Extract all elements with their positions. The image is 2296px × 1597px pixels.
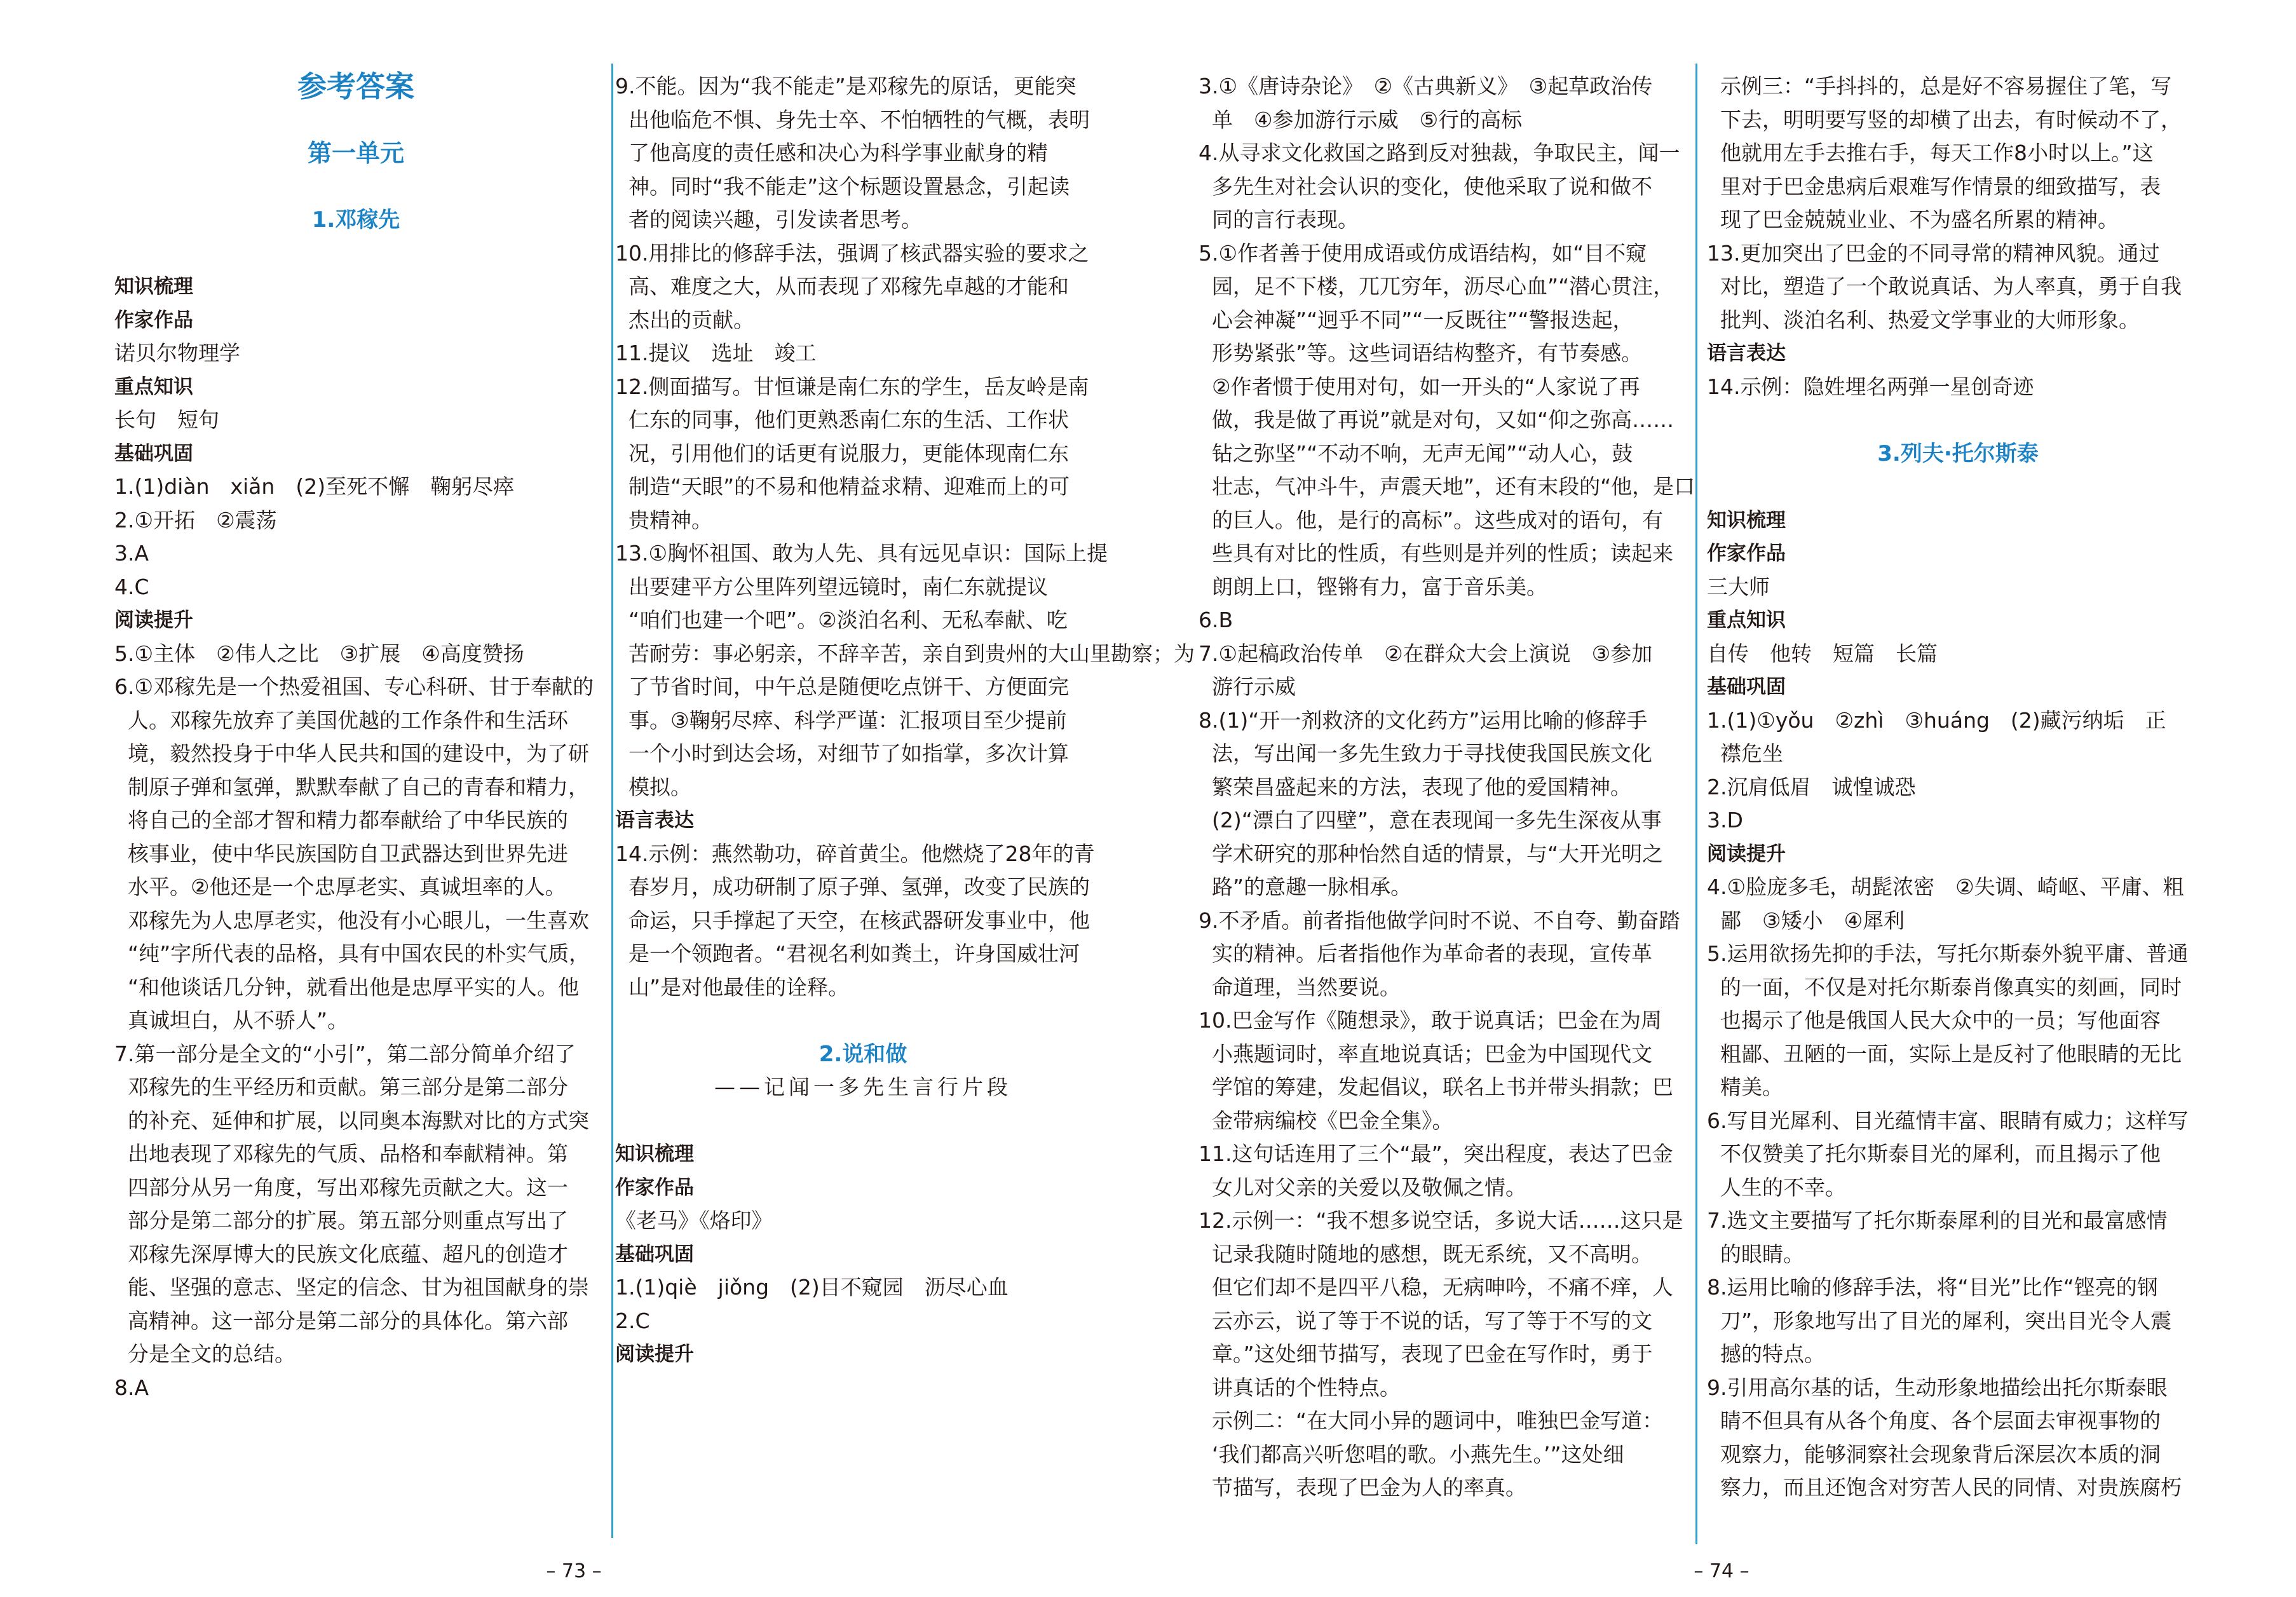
text-line: 对比，塑造了一个敢说真话、为人率真，勇于自我 (1707, 274, 2182, 299)
section-heading: 参考答案 (297, 69, 414, 104)
text-line: 3.A (114, 541, 149, 566)
text-line: 14.示例：隐姓埋名两弹一星创奇迹 (1707, 374, 2034, 399)
text-line: 12.示例一：“我不想多说空话，多说大话……这只是 (1199, 1208, 1683, 1233)
column-right-2 (1707, 70, 2209, 1505)
text-line: 游行示威 (1199, 674, 1296, 699)
text-line: 不仅赞美了托尔斯泰目光的犀利，而且揭示了他 (1707, 1141, 2161, 1166)
text-line: 苦耐劳：事必躬亲，不辞辛苦，亲自到贵州的大山里勘察；为 (615, 641, 1195, 666)
text-line: 法，写出闻一多先生致力于寻找使我国民族文化 (1199, 741, 1652, 766)
text-line: 1.(1)①yǒu ②zhì ③huáng (2)藏污纳垢 正 (1707, 707, 2166, 733)
text-line: 春岁月，成功研制了原子弹、氢弹，改变了民族的 (615, 874, 1090, 899)
text-line: 4.C (114, 574, 149, 599)
text-line: 的一面，不仅是对托尔斯泰肖像真实的刻画，同时 (1707, 974, 2182, 1000)
text-line: 襟危坐 (1707, 741, 1783, 766)
text-line: 自传 他转 短篇 长篇 (1707, 641, 1938, 666)
text-line: 邓稼先深厚博大的民族文化底蕴、超凡的创造才 (114, 1241, 568, 1267)
text-line: 4.①脸庞多毛，胡髭浓密 ②失调、崎岖、平庸、粗 (1707, 874, 2184, 899)
subheading: 作家作品 (114, 308, 193, 332)
text-line: 3.D (1707, 808, 1743, 832)
text-line: 现了巴金兢兢业业、不为盛名所累的精神。 (1707, 207, 2119, 232)
section-heading: 第一单元 (307, 139, 404, 167)
text-line: 下去，明明要写竖的却横了出去，有时候动不了， (1707, 107, 2182, 132)
subheading: 作家作品 (1707, 542, 1786, 565)
text-line: 也揭示了他是俄国人民大众中的一员；写他面容 (1707, 1008, 2161, 1033)
text-line: 他就用左手去推右手，每天工作8小时以上。”这 (1707, 140, 2154, 165)
subheading: 基础巩固 (615, 1242, 694, 1266)
text-line: 刀”，形象地写出了目光的犀利，突出目光令人震 (1707, 1308, 2172, 1333)
text-line: 《老马》《烙印》 (615, 1208, 773, 1233)
text-line: 7.第一部分是全文的“小引”，第二部分简单介绍了 (114, 1041, 576, 1066)
text-line: 7.选文主要描写了托尔斯泰犀利的目光和最富感情 (1707, 1208, 2168, 1233)
text-line: 真诚坦白，从不骄人”。 (114, 1008, 349, 1033)
text-line: 者的阅读兴趣，引发读者思考。 (615, 207, 922, 232)
text-line: 6.B (1199, 608, 1233, 632)
text-line: 8.(1)“开一剂救济的文化药方”运用比喻的修辞手 (1199, 707, 1648, 733)
text-line: “咱们也建一个吧”。②淡泊名利、无私奉献、吃 (615, 608, 1068, 632)
subheading: 语言表达 (615, 809, 694, 832)
column-left-1 (114, 70, 597, 1404)
text-line: 12.侧面描写。甘恒谦是南仁东的学生，岳友岭是南 (615, 374, 1089, 399)
text-line: 事。③鞠躬尽瘁、科学严谨：汇报项目至少提前 (615, 707, 1067, 733)
text-line: 14.示例：燕然勒功，碎首黄尘。他燃烧了28年的青 (615, 841, 1095, 866)
text-line: 水平。②他还是一个忠厚老实、真诚坦率的人。 (114, 874, 566, 899)
text-line: 仁东的同事，他们更熟悉南仁东的生活、工作状 (615, 407, 1069, 432)
text-line: 况，引用他们的话更有说服力，更能体现南仁东 (615, 440, 1069, 466)
text-line: 2.沉肩低眉 诚惶诚恐 (1707, 774, 1916, 799)
text-line: 是一个领跑者。“君视名利如粪土，许身国威壮河 (615, 941, 1080, 966)
column-divider (1695, 64, 1697, 1544)
text-line: ——记闻一多先生言行片段 (714, 1075, 1012, 1099)
text-line: 核事业，使中华民族国防自卫武器达到世界先进 (114, 841, 568, 866)
text-line: 学术研究的那种怡然自适的情景，与“大开光明之 (1199, 841, 1664, 866)
text-line: 8.A (114, 1375, 149, 1400)
text-line: 粗鄙、丑陋的一面，实际上是反衬了他眼睛的无比 (1707, 1041, 2182, 1066)
text-line: 11.提议 选址 竣工 (615, 341, 817, 365)
text-line: 学馆的筹建，发起倡议，联名上书并带头捐款；巴 (1199, 1075, 1673, 1099)
text-line: 贵精神。 (615, 507, 712, 533)
text-line: 形势紧张”等。这些词语结构整齐，有节奏感。 (1199, 341, 1643, 365)
page-74 (1148, 0, 2295, 1597)
text-line: 高、难度之大，从而表现了邓稼先卓越的才能和 (615, 274, 1069, 299)
section-heading: 3.列夫·托尔斯泰 (1877, 440, 2039, 466)
text-line: 5.①主体 ②伟人之比 ③扩展 ④高度赞扬 (114, 641, 524, 666)
text-line: 记录我随时随地的感想，既无系统，又不高明。 (1199, 1241, 1652, 1267)
text-line (615, 1104, 1111, 1138)
text-line: 了他高度的责任感和决心为科学事业献身的精 (615, 140, 1048, 165)
text-line: 能、坚强的意志、坚定的信念、甘为祖国献身的崇 (114, 1275, 589, 1300)
subheading: 知识梳理 (615, 1143, 694, 1165)
text-line: 一个小时到达会场，对细节了如指掌，多次计算 (615, 741, 1069, 766)
text-line: 高精神。这一部分是第二部分的具体化。第六部 (114, 1308, 568, 1333)
text-line: 4.从寻求文化救国之路到反对独裁，争取民主，闻一 (1199, 140, 1680, 165)
text-line: 察力，而且还饱含对穷苦人民的同情、对贵族腐朽 (1707, 1475, 2182, 1500)
text-line (1707, 470, 2209, 504)
text-line: 出他临危不惧、身先士卒、不怕牺牲的气概，表明 (615, 107, 1090, 132)
text-line: 出地表现了邓稼先的气质、品格和奉献精神。第 (114, 1141, 568, 1166)
text-line: 部分是第二部分的扩展。第五部分则重点写出了 (114, 1208, 568, 1233)
text-line: 制造“天眼”的不易和他精益求精、迎难而上的可 (615, 474, 1070, 499)
subheading: 重点知识 (1707, 609, 1786, 632)
text-line: 园，足不下楼，兀兀穷年，沥尽心血”“潜心贯注， (1199, 274, 1674, 299)
text-line: 命道理，当然要说。 (1199, 974, 1401, 1000)
text-line: ②作者惯于使用对句，如一开头的“人家说了再 (1199, 374, 1640, 399)
text-line: 睛不但具有从各个角度、各个层面去审视事物的 (1707, 1408, 2161, 1433)
text-line: 诺贝尔物理学 (114, 341, 240, 365)
text-line: ‘我们都高兴听您唱的歌。小燕先生。’”这处细 (1199, 1441, 1624, 1467)
text-line: 11.这句话连用了三个“最”，突出程度，表达了巴金 (1199, 1141, 1673, 1166)
subheading: 阅读提升 (615, 1343, 694, 1366)
text-line: 钻之弥坚”“不动不响，无声无闻”“动人心，鼓 (1199, 440, 1633, 466)
section-heading: 1.邓稼先 (311, 207, 400, 233)
text-line: 5.运用欲扬先抑的手法，写托尔斯泰外貌平庸、普通 (1707, 941, 2189, 966)
text-line: 朗朗上口，铿锵有力，富于音乐美。 (1199, 574, 1547, 599)
text-line: 出要建平方公里阵列望远镜时，南仁东就提议 (615, 574, 1048, 599)
text-line: 女儿对父亲的关爱以及敬佩之情。 (1199, 1174, 1526, 1200)
text-line: 些具有对比的性质，有些则是并列的性质；读起来 (1199, 541, 1673, 566)
text-line: 10.用排比的修辞手法，强调了核武器实验的要求之 (615, 240, 1089, 266)
text-line (615, 1004, 1111, 1038)
text-line: 13.①胸怀祖国、敢为人先、具有远见卓识：国际上提 (615, 541, 1108, 566)
text-line: 3.①《唐诗杂论》 ②《古典新义》 ③起草政治传 (1199, 74, 1653, 99)
text-line (114, 170, 597, 204)
text-line: 多先生对社会认识的变化，使他采取了说和做不 (1199, 173, 1652, 199)
text-line: 做，我是做了再说”就是对句，又如“仰之弥高…… (1199, 407, 1674, 432)
text-line: 的巨人。他，是行的高标”。这些成对的语句，有 (1199, 507, 1664, 533)
text-line: 小燕题词时，率直地说真话；巴金为中国现代文 (1199, 1041, 1652, 1066)
text-line: 人生的不幸。 (1707, 1174, 1846, 1200)
text-line: 撼的特点。 (1707, 1342, 1825, 1366)
subheading: 基础巩固 (114, 442, 193, 465)
text-line: “纯”字所代表的品格，具有中国农民的朴实气质， (114, 941, 590, 966)
text-line: 里对于巴金患病后艰难写作情景的细致描写，表 (1707, 173, 2161, 199)
text-line: 境，毅然投身于中华人民共和国的建设中，为了研 (114, 741, 589, 766)
text-line: 精美。 (1707, 1075, 1783, 1099)
text-line: 繁荣昌盛起来的方法，表现了他的爱国精神。 (1199, 774, 1631, 799)
text-line: 示例二：“在大同小异的题词中，唯独巴金写道： (1199, 1408, 1664, 1433)
text-line: 分是全文的总结。 (114, 1342, 295, 1366)
section-heading: 2.说和做 (819, 1041, 907, 1067)
text-line: 8.运用比喻的修辞手法，将“目光”比作“铿亮的钢 (1707, 1275, 2158, 1300)
text-line: 邓稼先为人忠厚老实，他没有小心眼儿，一生喜欢 (114, 907, 589, 933)
text-line: 山”是对他最佳的诠释。 (615, 974, 850, 1000)
text-line: 1.(1)qiè jiǒng (2)目不窥园 沥尽心血 (615, 1275, 1009, 1300)
subheading: 作家作品 (615, 1176, 694, 1199)
text-line (114, 104, 597, 137)
text-line: 节描写，表现了巴金为人的率真。 (1199, 1475, 1526, 1500)
text-line: 章。”这处细节描写，表现了巴金在写作时，勇于 (1199, 1342, 1653, 1366)
subheading: 知识梳理 (114, 275, 193, 298)
text-line: 的补充、延伸和扩展，以同奥本海默对比的方式突 (114, 1108, 589, 1133)
text-line: 9.不矛盾。前者指他做学问时不说、不自夸、勤奋踏 (1199, 907, 1680, 933)
text-line: 人。邓稼先放弃了美国优越的工作条件和生活环 (114, 707, 568, 733)
text-line: 命运，只手撑起了天空，在核武器研发事业中，他 (615, 907, 1090, 933)
text-line: 单 ④参加游行示威 ⑤行的高标 (1199, 107, 1523, 132)
text-line: 6.①邓稼先是一个热爱祖国、专心科研、甘于奉献的 (114, 674, 594, 699)
text-line: “和他谈话几分钟，就看出他是忠厚平实的人。他 (114, 974, 580, 1000)
text-line: (2)“漂白了四壁”，意在表现闻一多先生深夜从事 (1199, 808, 1662, 832)
text-line: 1.(1)diàn xiǎn (2)至死不懈 鞠躬尽瘁 (114, 474, 515, 499)
text-line: 将自己的全部才智和精力都奉献给了中华民族的 (114, 808, 568, 832)
page-number-74: – 74 – (1694, 1560, 1749, 1582)
text-line: 2.①开拓 ②震荡 (114, 507, 277, 533)
text-line: 5.①作者善于使用成语或仿成语结构，如“目不窥 (1199, 240, 1647, 266)
text-line: 长句 短句 (114, 407, 219, 432)
text-line: 鄙 ③矮小 ④犀利 (1707, 907, 1905, 933)
text-line: 杰出的贡献。 (615, 307, 754, 332)
text-line: 13.更加突出了巴金的不同寻常的精神风貌。通过 (1707, 240, 2160, 266)
text-line: 神。同时“我不能走”这个标题设置悬念，引起读 (615, 173, 1070, 199)
text-line: 批判、淡泊名利、热爱文学事业的大师形象。 (1707, 307, 2140, 332)
text-line: 制原子弹和氢弹，默默奉献了自己的青春和精力， (114, 774, 589, 799)
text-line: 7.①起稿政治传单 ②在群众大会上演说 ③参加 (1199, 641, 1653, 666)
column-right-1 (1199, 70, 1695, 1505)
subheading: 知识梳理 (1707, 508, 1786, 532)
subheading: 基础巩固 (1707, 676, 1786, 698)
text-line (1707, 404, 2209, 437)
text-line: 2.C (615, 1308, 650, 1333)
column-divider (611, 64, 613, 1538)
text-line: 实的精神。后者指他作为革命者的表现，宣传革 (1199, 941, 1652, 966)
text-line: 的眼睛。 (1707, 1241, 1804, 1267)
text-line: 了节省时间，中午总是随便吃点饼干、方便面完 (615, 674, 1069, 699)
column-left-2 (615, 70, 1195, 1371)
text-line (114, 237, 597, 271)
text-line: 云亦云，说了等于不说的话，写了等于不写的文 (1199, 1308, 1652, 1333)
text-line: 示例三：“手抖抖的，总是好不容易握住了笔，写 (1707, 74, 2172, 99)
text-line: 四部分从另一角度，写出邓稼先贡献之大。这一 (114, 1174, 568, 1200)
subheading: 阅读提升 (1707, 842, 1786, 866)
text-line: 壮志，气冲斗牛，声震天地”，还有末段的“他，是口 (1199, 474, 1695, 499)
subheading: 语言表达 (1707, 342, 1786, 365)
text-line: 讲真话的个性特点。 (1199, 1375, 1401, 1400)
text-line: 观察力，能够洞察社会现象背后深层次本质的洞 (1707, 1441, 2161, 1467)
text-line: 路”的意趣一脉相承。 (1199, 874, 1412, 899)
text-line: 6.写目光犀利、目光蕴情丰富、眼睛有威力；这样写 (1707, 1108, 2189, 1133)
text-line: 心会神凝”“迥乎不同”“一反既往”“警报迭起， (1199, 307, 1634, 332)
subheading: 阅读提升 (114, 609, 193, 632)
text-line: 金带病编校《巴金全集》。 (1199, 1108, 1453, 1133)
page-number-73: – 73 – (546, 1560, 602, 1582)
subheading: 重点知识 (114, 375, 193, 398)
text-line: 9.不能。因为“我不能走”是邓稼先的原话，更能突 (615, 74, 1077, 99)
text-line: 三大师 (1707, 574, 1770, 599)
text-line: 但它们却不是四平八稳，无病呻吟，不痛不痒，人 (1199, 1275, 1673, 1300)
text-line: 10.巴金写作《随想录》，敢于说真话；巴金在为周 (1199, 1008, 1662, 1033)
text-line: 邓稼先的生平经历和贡献。第三部分是第二部分 (114, 1075, 568, 1099)
text-line: 同的言行表现。 (1199, 207, 1359, 232)
text-line: 9.引用高尔基的话，生动形象地描绘出托尔斯泰眼 (1707, 1375, 2168, 1400)
text-line: 模拟。 (615, 774, 691, 799)
